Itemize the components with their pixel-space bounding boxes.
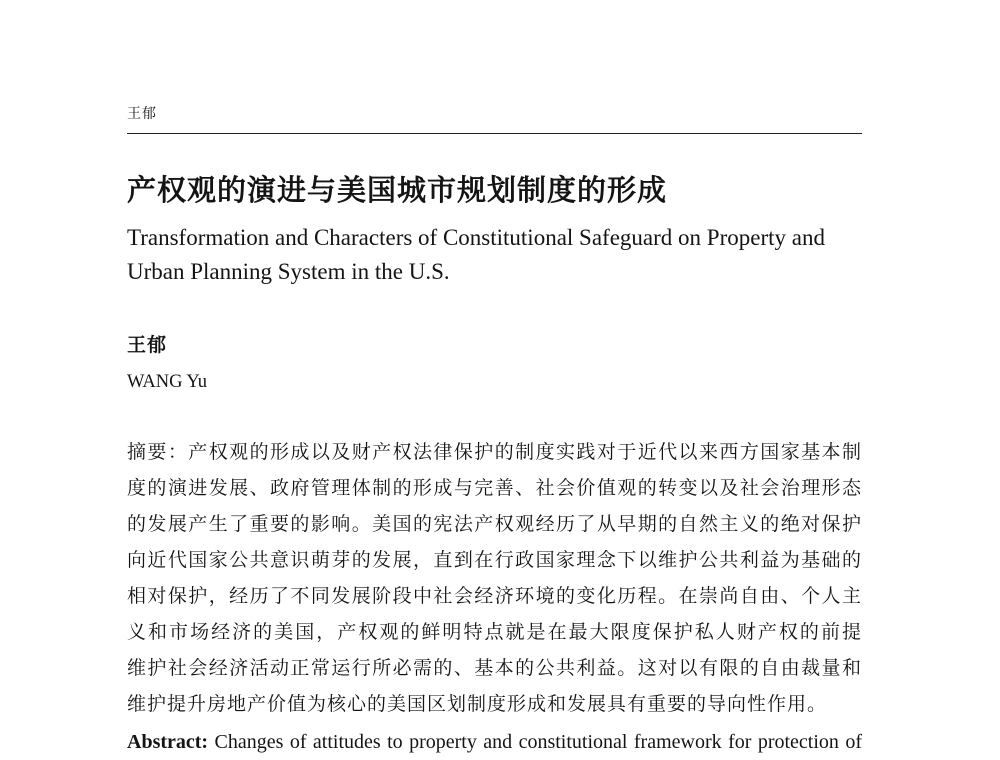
abstract-chinese-line: 向近代国家公共意识萌芽的发展，直到在行政国家理念下以维护公共利益为基础的 xyxy=(127,549,862,571)
abstract-english xyxy=(127,730,862,756)
abstract-chinese-line: 的发展产生了重要的影响。美国的宪法产权观经历了从早期的自然主义的绝对保护 xyxy=(127,513,862,535)
title-english-line: Urban Planning System in the U.S. xyxy=(127,259,450,284)
abstract-chinese xyxy=(127,434,862,722)
abstract-chinese-line: 摘要：产权观的形成以及财产权法律保护的制度实践对于近代以来西方国家基本制 xyxy=(127,441,862,463)
title-chinese: 产权观的演进与美国城市规划制度的形成 xyxy=(127,173,668,207)
abstract-english-text: Changes of attitudes to property and constitutional framework for protection of xyxy=(208,731,862,753)
title-english xyxy=(127,221,887,289)
abstract-chinese-line: 度的演进发展、政府管理体制的形成与完善、社会价值观的转变以及社会治理形态 xyxy=(127,477,862,499)
abstract-chinese-line: 义和市场经济的美国，产权观的鲜明特点就是在最大限度保护私人财产权的前提 xyxy=(127,621,862,643)
title-english-line: Transformation and Characters of Constitutional Safeguard on Property and xyxy=(127,225,825,250)
running-header-author: 王郁 xyxy=(127,106,157,122)
abstract-chinese-line: 相对保护，经历了不同发展阶段中社会经济环境的变化历程。在崇尚自由、个人主 xyxy=(127,585,862,607)
author-name-english: WANG Yu xyxy=(127,372,207,392)
header-rule xyxy=(127,133,862,134)
author-name-chinese: 王郁 xyxy=(127,334,168,356)
abstract-chinese-line: 维护社会经济活动正常运行所必需的、基本的公共利益。这对以有限的自由裁量和 xyxy=(127,657,862,679)
abstract-chinese-line: 维护提升房地产价值为核心的美国区划制度形成和发展具有重要的导向性作用。 xyxy=(127,693,828,715)
abstract-english-label: Abstract: xyxy=(127,731,209,753)
